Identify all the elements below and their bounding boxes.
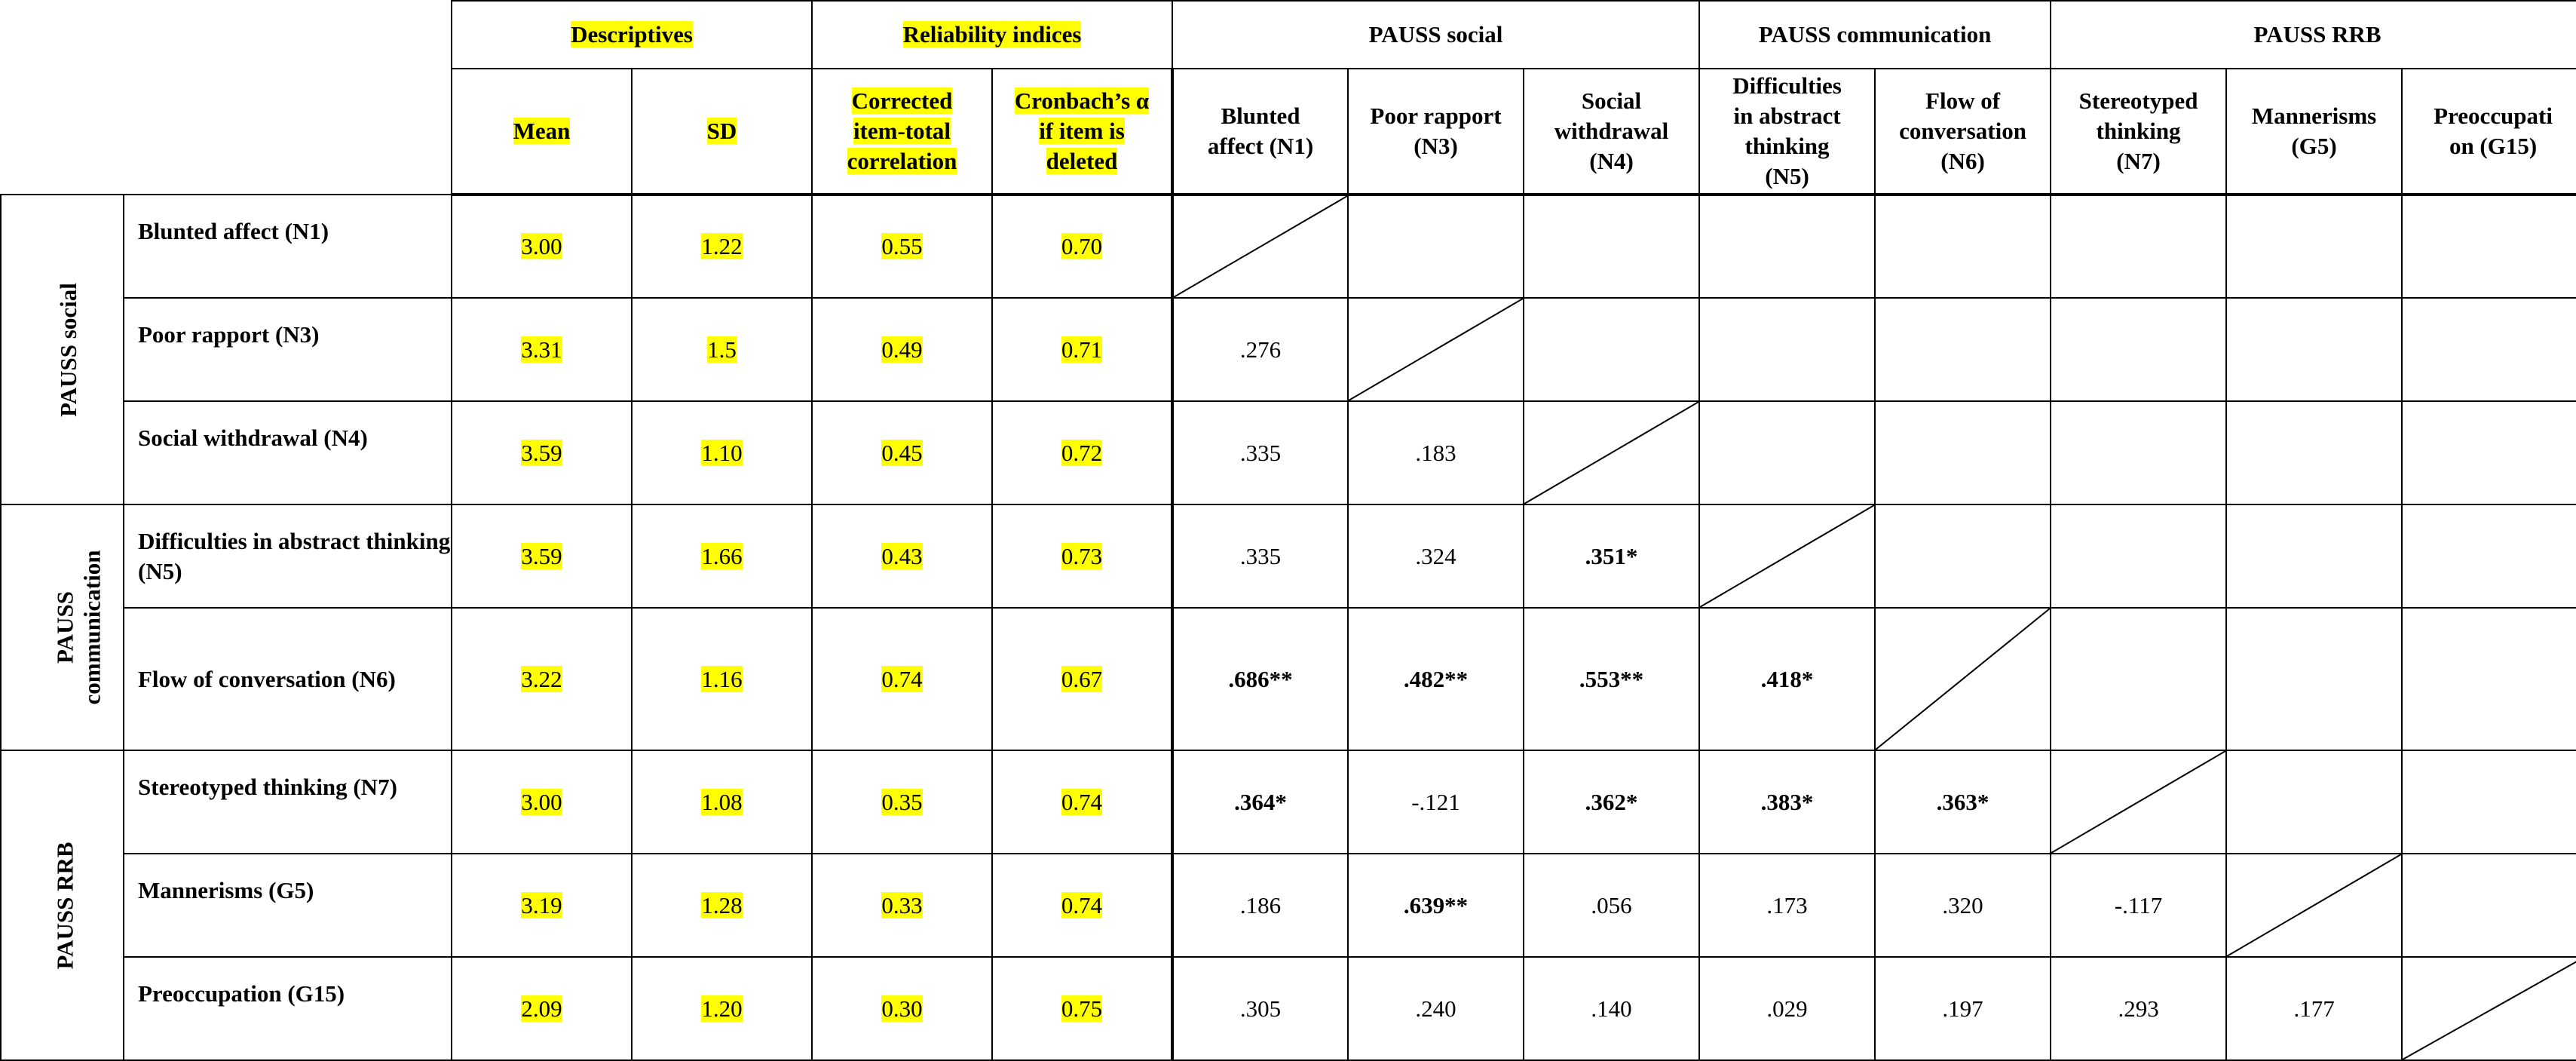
column-header-social-withdrawal: Social withdrawal (N4): [1524, 69, 1699, 195]
row-label: Blunted affect (N1): [124, 195, 452, 298]
correlation-cell: .276: [1172, 298, 1348, 401]
cell-citc: 0.43: [812, 504, 992, 608]
cell-sd: 1.08: [632, 750, 812, 854]
row-label: Poor rapport (N3): [124, 298, 452, 401]
diagonal-slash: [2227, 854, 2401, 956]
cell-alpha: 0.75: [992, 957, 1172, 1060]
row-label: Flow of conversation (N6): [124, 608, 452, 750]
correlation-cell: .383*: [1699, 750, 1875, 854]
table-row: [1, 195, 2576, 298]
correlation-cell: -.121: [1348, 750, 1524, 854]
empty-cell: [2402, 504, 2576, 608]
cell-mean: 3.19: [452, 854, 632, 957]
correlation-cell: .177: [2226, 957, 2402, 1060]
empty-cell: [2402, 854, 2576, 957]
diagonal-slash: [2403, 958, 2576, 1059]
empty-cell: [2226, 750, 2402, 854]
correlation-cell: .335: [1172, 504, 1348, 608]
correlation-cell: .363*: [1875, 750, 2051, 854]
diagonal-slash: [1524, 402, 1698, 504]
diagonal-cell: [2051, 750, 2226, 854]
cell-alpha: 0.74: [992, 750, 1172, 854]
cell-alpha: 0.72: [992, 401, 1172, 504]
column-header-difficulties-abstract-thinking: Difficulties in abstract thinking (N5): [1699, 69, 1875, 195]
correlation-cell: .362*: [1524, 750, 1699, 854]
cell-citc: 0.49: [812, 298, 992, 401]
table-row: [1, 750, 2576, 854]
empty-cell: [2226, 298, 2402, 401]
empty-cell: [1699, 195, 1875, 298]
table-row: [1, 854, 2576, 957]
diagonal-cell: [1699, 504, 1875, 608]
column-header-cronbach-alpha: Cronbach’s α if item is deleted: [992, 69, 1172, 195]
diagonal-slash: [1876, 609, 2050, 750]
cell-sd: 1.10: [632, 401, 812, 504]
correlation-cell: -.117: [2051, 854, 2226, 957]
cell-mean: 3.22: [452, 608, 632, 750]
empty-cell: [2226, 401, 2402, 504]
empty-cell: [2051, 504, 2226, 608]
row-label: Mannerisms (G5): [124, 854, 452, 957]
correlation-cell: .305: [1172, 957, 1348, 1060]
cell-citc: 0.55: [812, 195, 992, 298]
cell-mean: 3.59: [452, 401, 632, 504]
correlation-cell: .482**: [1348, 608, 1524, 750]
group-header-social: PAUSS social: [1172, 1, 1699, 69]
table-row: [1, 401, 2576, 504]
table-row: [1, 298, 2576, 401]
correlation-cell: .293: [2051, 957, 2226, 1060]
column-header-corrected-item-total: Corrected item-total correlation: [812, 69, 992, 195]
diagonal-slash: [1174, 196, 1347, 297]
group-header-descriptives: Descriptives: [452, 1, 812, 69]
cell-mean: 3.59: [452, 504, 632, 608]
cell-alpha: 0.67: [992, 608, 1172, 750]
correlation-cell: .553**: [1524, 608, 1699, 750]
diagonal-cell: [1875, 608, 2051, 750]
group-header-rrb: PAUSS RRB: [2051, 1, 2576, 69]
correlation-cell: .197: [1875, 957, 2051, 1060]
correlation-cell: .140: [1524, 957, 1699, 1060]
empty-cell: [1524, 298, 1699, 401]
correlation-cell: .418*: [1699, 608, 1875, 750]
cell-citc: 0.30: [812, 957, 992, 1060]
correlation-cell: .173: [1699, 854, 1875, 957]
diagonal-cell: [1348, 298, 1524, 401]
column-header-preoccupation: Preoccupati on (G15): [2402, 69, 2576, 195]
cell-mean: 2.09: [452, 957, 632, 1060]
correlation-cell: .351*: [1524, 504, 1699, 608]
group-header-row: [1, 1, 2576, 69]
row-label: Difficulties in abstract thinking (N5): [124, 504, 452, 608]
cell-citc: 0.35: [812, 750, 992, 854]
empty-cell: [2051, 298, 2226, 401]
empty-cell: [2051, 195, 2226, 298]
correlation-cell: .639**: [1348, 854, 1524, 957]
row-label: Social withdrawal (N4): [124, 401, 452, 504]
cell-mean: 3.31: [452, 298, 632, 401]
cell-citc: 0.74: [812, 608, 992, 750]
cell-sd: 1.22: [632, 195, 812, 298]
empty-cell: [2402, 195, 2576, 298]
cell-mean: 3.00: [452, 195, 632, 298]
empty-cell: [1524, 195, 1699, 298]
cell-sd: 1.16: [632, 608, 812, 750]
correlation-cell: .240: [1348, 957, 1524, 1060]
empty-cell: [1875, 298, 2051, 401]
empty-cell: [1875, 401, 2051, 504]
column-header-stereotyped-thinking: Stereotyped thinking (N7): [2051, 69, 2226, 195]
empty-cell: [2226, 504, 2402, 608]
empty-cell: [1699, 401, 1875, 504]
cell-sd: 1.28: [632, 854, 812, 957]
cell-mean: 3.00: [452, 750, 632, 854]
empty-cell: [1699, 298, 1875, 401]
diagonal-slash: [1349, 299, 1523, 400]
empty-cell: [2402, 608, 2576, 750]
correlation-cell: .320: [1875, 854, 2051, 957]
diagonal-slash: [2051, 751, 2225, 853]
correlation-cell: .324: [1348, 504, 1524, 608]
empty-cell: [2402, 298, 2576, 401]
column-header-blunted-affect: Blunted affect (N1): [1172, 69, 1348, 195]
table-row: [1, 957, 2576, 1060]
cell-citc: 0.33: [812, 854, 992, 957]
column-header-flow-of-conversation: Flow of conversation (N6): [1875, 69, 2051, 195]
column-header-sd: SD: [632, 69, 812, 195]
empty-cell: [1348, 195, 1524, 298]
correlation-cell: .183: [1348, 401, 1524, 504]
cell-citc: 0.45: [812, 401, 992, 504]
group-label-rrb: PAUSS RRB: [1, 750, 124, 1060]
diagonal-cell: [1524, 401, 1699, 504]
cell-sd: 1.20: [632, 957, 812, 1060]
corner-cell: [1, 1, 452, 195]
group-header-reliability: Reliability indices: [812, 1, 1172, 69]
diagonal-cell: [1172, 195, 1348, 298]
cell-alpha: 0.73: [992, 504, 1172, 608]
group-header-communication: PAUSS communication: [1699, 1, 2051, 69]
group-label-communication: PAUSS communication: [1, 504, 124, 750]
cell-alpha: 0.70: [992, 195, 1172, 298]
empty-cell: [2402, 401, 2576, 504]
cell-sd: 1.66: [632, 504, 812, 608]
cell-sd: 1.5: [632, 298, 812, 401]
row-label: Stereotyped thinking (N7): [124, 750, 452, 854]
row-label: Preoccupation (G15): [124, 957, 452, 1060]
table-row: [1, 504, 2576, 608]
correlation-cell: .056: [1524, 854, 1699, 957]
correlation-cell: .364*: [1172, 750, 1348, 854]
table-row: [1, 608, 2576, 750]
column-header-mean: Mean: [452, 69, 632, 195]
empty-cell: [2051, 608, 2226, 750]
correlation-cell: .335: [1172, 401, 1348, 504]
column-header-poor-rapport: Poor rapport (N3): [1348, 69, 1524, 195]
diagonal-cell: [2226, 854, 2402, 957]
diagonal-cell: [2402, 957, 2576, 1060]
group-label-social: PAUSS social: [1, 195, 124, 504]
cell-alpha: 0.74: [992, 854, 1172, 957]
correlation-cell: .686**: [1172, 608, 1348, 750]
correlation-cell: .029: [1699, 957, 1875, 1060]
cell-alpha: 0.71: [992, 298, 1172, 401]
empty-cell: [2226, 195, 2402, 298]
empty-cell: [2226, 608, 2402, 750]
empty-cell: [2402, 750, 2576, 854]
empty-cell: [1875, 195, 2051, 298]
empty-cell: [2051, 401, 2226, 504]
column-header-mannerisms: Mannerisms (G5): [2226, 69, 2402, 195]
correlation-cell: .186: [1172, 854, 1348, 957]
empty-cell: [1875, 504, 2051, 608]
diagonal-slash: [1700, 505, 1874, 607]
